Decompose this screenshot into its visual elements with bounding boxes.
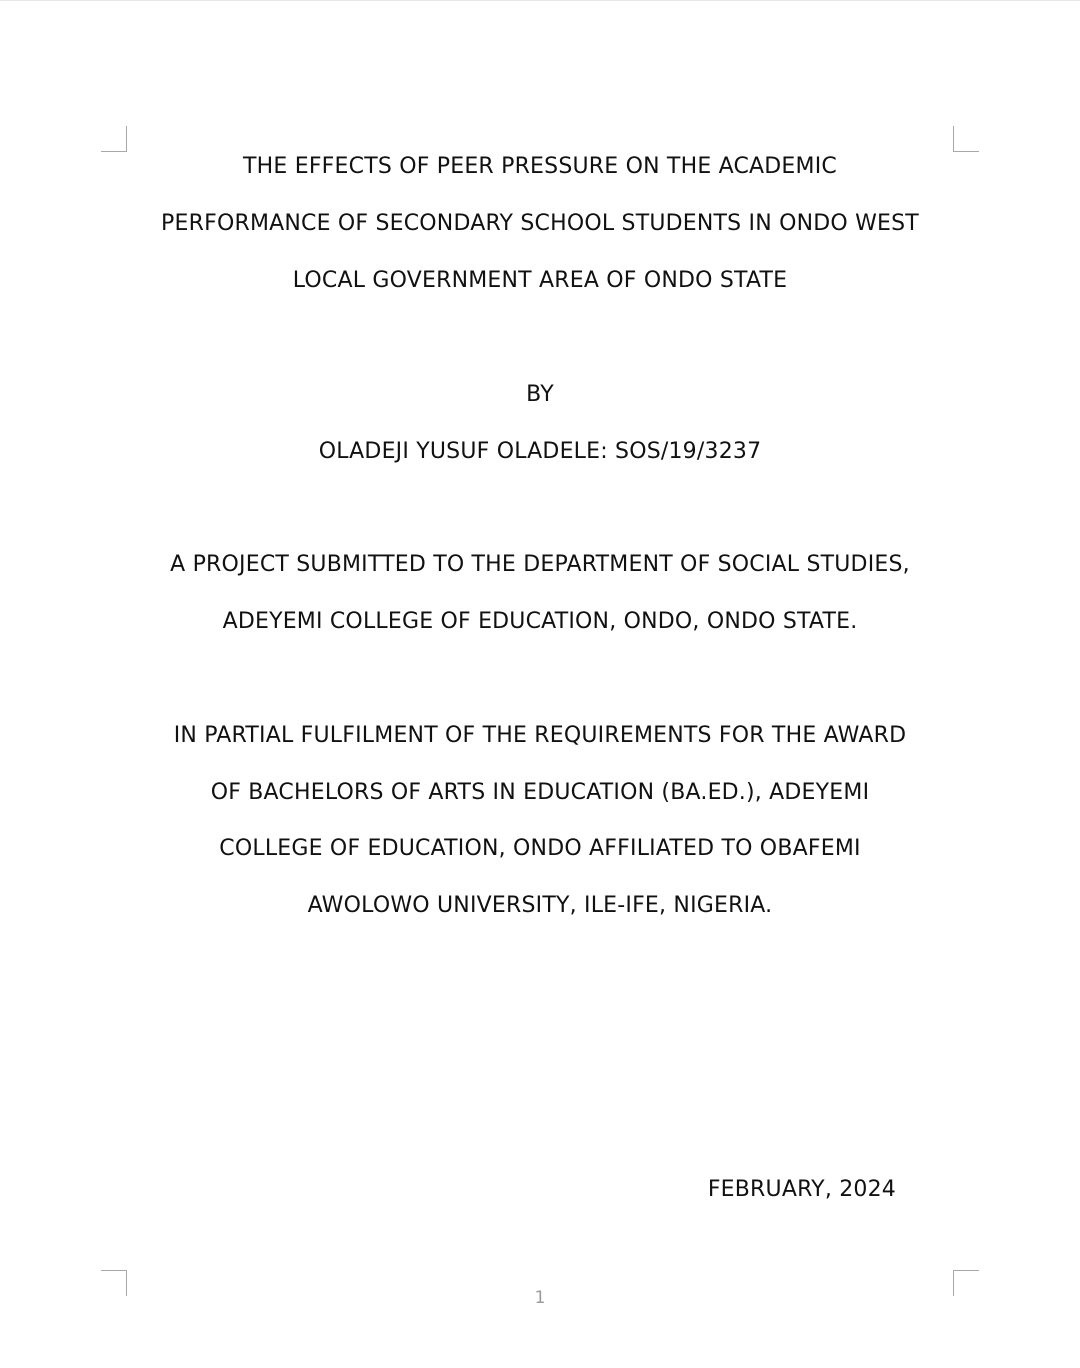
crop-mark-top-left [101,126,127,152]
crop-mark-top-right [953,126,979,152]
author-line: OLADEJI YUSUF OLADELE: SOS/19/3237 [318,439,762,464]
submission-line-1: A PROJECT SUBMITTED TO THE DEPARTMENT OF SOCIAL STUDIES, [170,552,910,577]
submission-line-2: ADEYEMI COLLEGE OF EDUCATION, ONDO, ONDO STATE. [222,609,858,634]
submission-date: FEBRUARY, 2024 [707,1177,896,1202]
title-line-3: LOCAL GOVERNMENT AREA OF ONDO STATE [292,268,788,293]
fulfilment-line-1: IN PARTIAL FULFILMENT OF THE REQUIREMENTS FOR THE AWARD [173,723,907,748]
page-number: 1 [534,1288,546,1308]
fulfilment-line-3: COLLEGE OF EDUCATION, ONDO AFFILIATED TO OBAFEMI [219,836,861,861]
fulfilment-line-4: AWOLOWO UNIVERSITY, ILE-IFE, NIGERIA. [307,893,773,918]
fulfilment-line-2: OF BACHELORS OF ARTS IN EDUCATION (BA.ED.), ADEYEMI [210,780,870,805]
title-line-1: THE EFFECTS OF PEER PRESSURE ON THE ACADEMIC [243,154,837,179]
by-label: BY [526,382,554,407]
title-line-2: PERFORMANCE OF SECONDARY SCHOOL STUDENTS IN ONDO WEST [161,211,919,236]
